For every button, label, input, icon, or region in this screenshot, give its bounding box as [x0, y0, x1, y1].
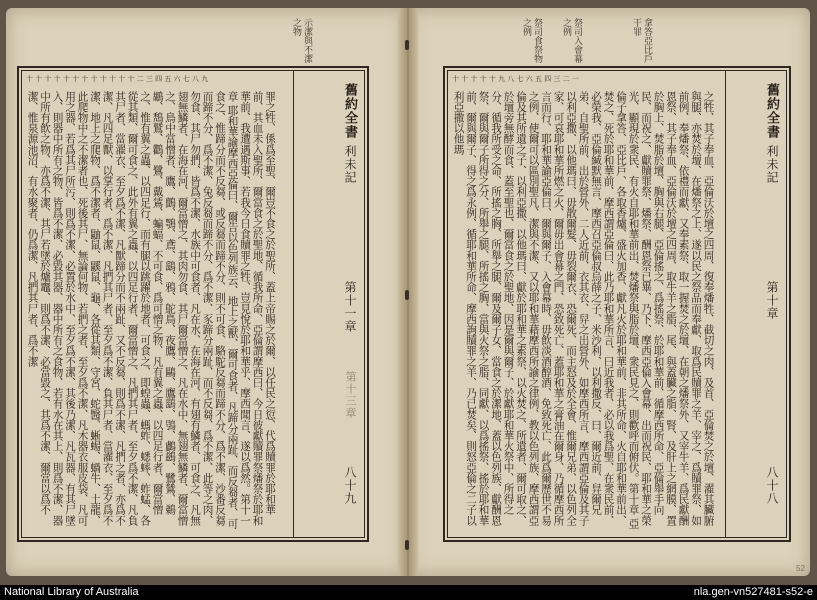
body-text: 罪之牲、係爲至聖、爾豈不食之於聖所、蓋上帝賜之於爾、以任民之愆、代爲贖罪於耶和華前、其血未入聖所、爾當食之於聖地、循我所命、亞倫謂摩西曰、今日彼獻贖罪祭燔祭於耶和華前、我遭遇斯事、若我今日食贖罪之牲、豈見悅於耶和華乎、摩西聞言、遂以爲然。第十一章 耶和華諭摩西亞倫曰、爾告以色列族云、地上之獸、爾可食者、凡蹄分兩趾、而反芻者、可食之、惟蹄分而不反芻、或反芻而蹄不分、則不可食、駱駝反芻而蹄不分、爲不潔、沙番反芻而蹄不分、爲不潔、兔反芻而蹄不分、爲不潔、豕蹄分兩趾、而不反芻、爲不潔、此等之肉、勿食、其尸勿捫、皆爲不潔、水族中可食者、凡在水、在海在河、有翅有鱗者、可食之、凡無翅無鱗者、在海在河、爾當憎之、其肉勿食、其尸爾當憎之、凡在水中、無翅無鱗者、爾當憎之、鳥中當憎者、鷹、鸇、鶚、鳶、鷂、鴉、鴕鳥、夜鷹、鷗、鷹鷂、鴞、鸕鷀、鷺鷥、鵜鶘、鵚鷲、鸛、鷺、戴鵀、蝙蝠、不可食、爲可憎之物、凡有翼之蟲、以四足行者、爾當憎之、惟有翼之蟲、以四足行、而有腿以跳躍於地者、可食之、即蝗蟲、螞蚱、蟋蟀、蚱蜢、各從其類、爾可食之、此外有翼之蟲、以四足行者、爾當憎之、凡捫其尸者、至夕爲不潔、凡負其尸者、當濯衣、至夕爲不潔、凡獸蹄分而不兩趾、又不反芻、則爲不潔、凡捫之者、亦爲不潔、凡四足獸、以掌行者、爲不潔、凡捫其尸者、至夕爲不潔、負其尸者、當濯衣、至夕爲不潔、地上之爬物、爲不潔者、鼬鼠、鼷鼠、龜、各從其類、守宮、蛇醫、蜥蜴、蝸牛、土龍、此爬物中之不潔者也、死後其尸、無論何物、若捫之者、至夕爲不潔、凡木器衣服皮袋、凡可用之器、若爲其尸所污、則爲不潔、必置於水中、至夕爲不潔、其後乃潔、凡瓦器、有其尸墜入、則器中所有之物、皆爲不潔、必毀其器、器中所有之食物、若有水在其上、則爲不潔、器中所有飲之物、亦爲不潔、其尸若墜於爐竈、則爲不潔、必當毀之、其爲不潔、爾當以爲不潔、惟泉源池沼、有水聚者、仍爲潔、凡捫其尸者、爲不潔	[26, 91, 276, 529]
image-identifier: nla.gen-vn527481-s52-e	[693, 586, 813, 598]
verse-number-row: 十 十 十 十 十 九 八 七 六 五 四 三 二 一	[452, 75, 579, 83]
left-header-band	[293, 71, 364, 537]
book-title: 舊約全書	[342, 83, 357, 139]
right-body-area	[452, 91, 724, 531]
page-number: 八十八	[765, 466, 779, 505]
margin-note: 示潔與不潔之物	[291, 18, 312, 63]
footer-bar	[0, 585, 817, 600]
margin-note: 拿答亞比戶干罪	[631, 18, 652, 63]
page-number: 八十九	[343, 466, 357, 505]
left-body-area	[26, 91, 292, 531]
faint-chapter-label: 第十三章	[344, 371, 357, 419]
verse-number-row: 十 十 十 十 十 十 十 十 十 十 十 十 二 三 四 五 六 七 八 九	[26, 75, 209, 83]
library-credit: National Library of Australia	[4, 586, 139, 598]
book-title: 舊約全書	[764, 83, 779, 139]
book-name: 利未記	[343, 145, 357, 184]
chapter-label: 第十一章	[343, 281, 357, 333]
body-text: 之牲、其子奉血、亞倫沃於壇之四周、復奉燔牲、截切之肉、及首、亞倫焚之於壇、濯其臟腑與腿、亦焚於壇、在燔祭之上、遂以民之祭品而奉獻、取爲民贖罪之羊、宰之、爲贖罪祭、如前例、奉燔祭、依禮而獻、又奉素祭、取一握焚之於壇、在朝之燔祭外、又宰牛羊、爲民獻酬恩祭、其子奉血、亞倫沃於壇之四周、取牛羊之脂、尾、與蓋臟之脂、腎、及肝上之網膜、置於胸上、焚脂於壇、胸與右腿、亞倫搖之、爲搖祭、於耶和華前、循摩西所命、亞倫舉手向民、而祝之、獻贖罪祭、燔祭、酬恩祭已畢、乃下、摩西亞倫入會幕、出而祝民、耶和華之榮光、顯現於衆民、有火自耶和華前出、焚燔祭與脂於壇、衆民見之、則歡呼而俯伏。第十章 亞倫子拿答、亞比戶、各取香爐、盛火加香、獻凡火於耶和華前、非其所命、火自耶和華前出、焚之、死於耶和華前、摩西謂亞倫曰、此乃耶和華所言、曰近我者、必以我爲聖、在衆民前、必榮我、亞倫緘默無言、摩西召亞倫叔烏薛之子、米沙利、以利撒反、曰、爾近前、舁爾兄弟、自聖所前、出於營外、二人近前、衣其衣、舁之出營外、如摩西所言、摩西謂亞倫及其子以利亞撒、以他瑪曰、毋散爾髮、毋裂爾衣、恐爾死、而主怒及於全會、惟爾兄弟、以色列全家、可哀耶和華所燃之火、爾毋出會幕之門、恐致死亡、蓋耶和華之膏油在爾身、乃循摩西所言而行、耶和華諭亞倫曰、爾與爾子、入會幕時、毋飲淡酒醇酒、免致死亡、此爲爾歷世不易之例、使爾可以區別聖凡、潔與不潔、又以耶和華藉摩西所諭之律例、教以色列族、摩西謂亞倫及其所遺之子、以利亞撒、以他瑪曰、獻於耶和華之素祭、以火焚之、所遺者、爾可取之、於壇旁無酵而食、蓋至聖也、爾當食之於聖地、因是爾與爾子、於獻耶和華火祭中、所得之分、循我所受之命、所搖之胸、所舉之腿、爾及爾子女、當食之於潔地、蓋以色列族、獻酬恩祭、爾與爾子所得之分、所舉之腿、所搖之胸、當與火祭之脂、同獻、以爲搖祭、搖於耶和華前、爾與爾子、得之爲永例、循耶和華所命、摩西詢贖罪之羊、乃已焚矣、則怒亞倫之二子以利亞撒以他瑪	[452, 91, 715, 529]
chapter-label: 第十章	[765, 281, 779, 320]
right-text-frame	[443, 66, 791, 542]
margin-note: 祭司食祭物之例	[521, 18, 542, 63]
binding-stitch	[405, 40, 409, 50]
binding-stitch	[405, 290, 409, 300]
left-text-frame	[17, 66, 369, 542]
binding-stitch	[405, 540, 409, 550]
right-header-band	[725, 71, 786, 537]
margin-note: 祭司入會幕之例	[561, 18, 582, 63]
book-name: 利未記	[765, 145, 779, 184]
pencil-page-mark: 52	[796, 564, 805, 573]
